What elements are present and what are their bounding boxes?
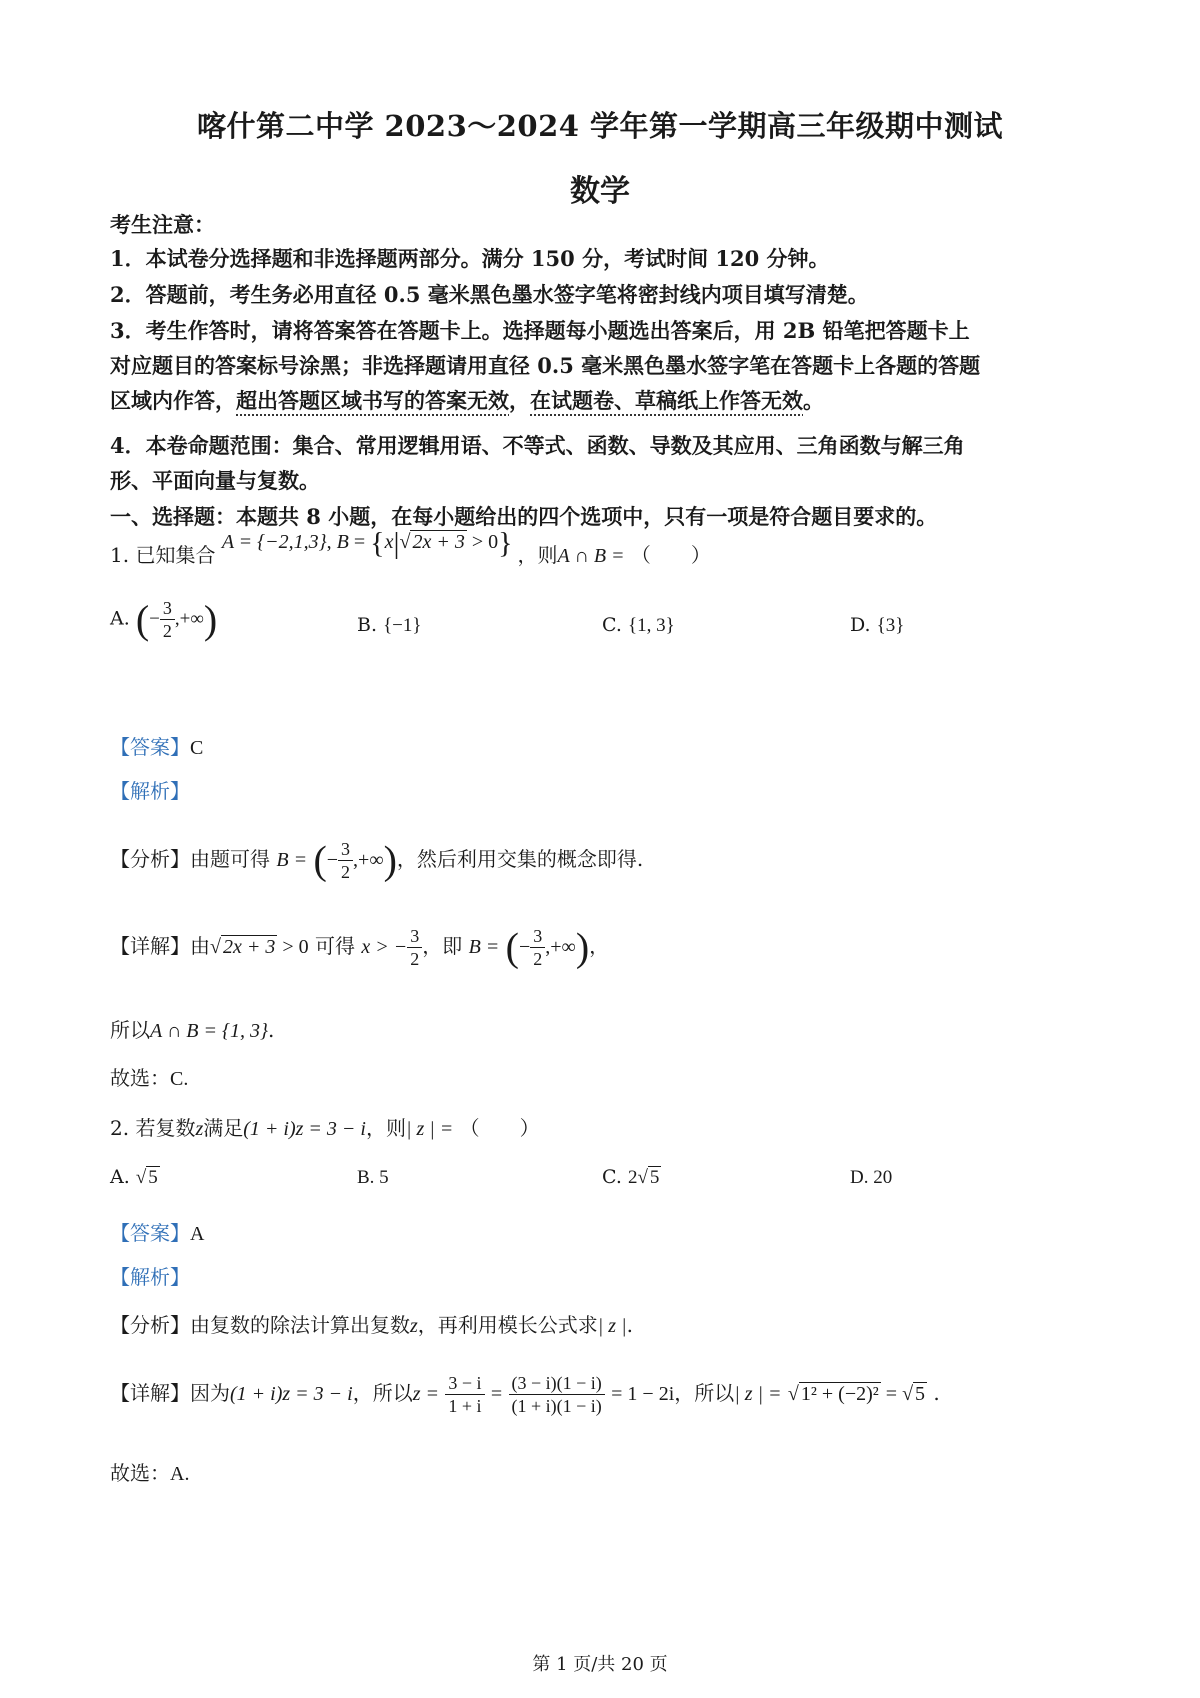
q1-analysis-heading xyxy=(110,776,190,806)
q1-xj-text-3: ，即 xyxy=(422,934,463,958)
q2-analysis-heading xyxy=(110,1262,190,1292)
q2-option-b-label: B. 5 xyxy=(357,1167,389,1188)
q2-xj-result: = 1 − 2i xyxy=(611,1383,675,1405)
q2-paren: （ ） xyxy=(459,1116,540,1140)
q2-fenxi-z: z xyxy=(410,1315,418,1337)
q2-xj-eq: = xyxy=(490,1383,503,1405)
note-4-line-2: 形、平面向量与复数。 xyxy=(110,468,320,493)
q1-option-d-label: D. xyxy=(850,614,871,636)
q1-so-dot: . xyxy=(268,1018,275,1042)
fenxi-label: 【分析】 xyxy=(110,1313,190,1337)
q1-xj-b: B = xyxy=(468,936,500,958)
q1-xj-comma: ， xyxy=(589,934,610,958)
q1-option-b xyxy=(357,614,422,637)
choose-label: 故选： xyxy=(110,1066,170,1090)
q1-option-a-fraction: $\frac{3}{2}$ xyxy=(160,597,175,642)
choose-label: 故选： xyxy=(110,1461,170,1485)
q1-set-b-radicand: 2x + 3 xyxy=(412,531,465,553)
q1-option-c xyxy=(602,614,675,637)
q2-xj-dot: . xyxy=(927,1381,940,1405)
q1-set-a: A = {−2,1,3} xyxy=(221,531,327,553)
q2-answer xyxy=(110,1218,204,1249)
q1-xj-fraction-2: $\frac{3}{2}$ xyxy=(530,925,545,970)
note-3-text-e: 。 xyxy=(803,388,824,413)
q1-xj-x: x > − xyxy=(361,936,408,958)
analysis-label: 【解析】 xyxy=(110,779,190,803)
q1-ask: A ∩ B = xyxy=(557,545,625,567)
note-3-emphasis-1: 超出答题区域书写的答案无效 xyxy=(236,388,509,413)
q2-cond: (1 + i)z = 3 − i xyxy=(243,1118,366,1140)
q2-xj-radicand-5: 5 xyxy=(915,1383,926,1405)
q1-xj-gt0: > 0 xyxy=(277,936,309,958)
q2-xj-abs: | z | = xyxy=(734,1383,782,1405)
q2-fenxi-text-1: 由复数的除法计算出复数 xyxy=(190,1313,410,1337)
q1-so-math: A ∩ B = {1, 3} xyxy=(150,1020,269,1042)
q2-fenxi-abs: | z | xyxy=(597,1315,627,1337)
notes-heading: 考生注意： xyxy=(110,212,215,237)
q2-option-c-coef: 2 xyxy=(627,1167,638,1188)
q1-option-c-label: C. xyxy=(602,614,622,636)
q1-sets: A = {−2,1,3}, B = {x|√ 2x + 3 > 0} xyxy=(221,526,513,560)
q2-option-c-radicand: 5 xyxy=(649,1167,660,1188)
q2-fenxi xyxy=(110,1310,633,1341)
q2-cond-text: 满足 xyxy=(203,1116,244,1140)
answer-label: 【答案】 xyxy=(110,1221,190,1245)
q1-xj-fraction-1: $\frac{3}{2}$ xyxy=(407,925,422,970)
q1-set-b-tail: > 0 xyxy=(466,531,499,553)
note-4-line-1: 4．本卷命题范围：集合、常用逻辑用语、不等式、函数、导数及其应用、三角函数与解三角 xyxy=(110,433,965,458)
note-3-line-1: 3．考生作答时，请将答案答在答题卡上。选择题每小题选出答案后，用 2B 铅笔把答题卡上 xyxy=(110,318,970,343)
q2-xj-zeq: z = xyxy=(412,1383,439,1405)
q1-option-d-value: {3} xyxy=(876,615,905,636)
q2-then: ，则 xyxy=(365,1116,406,1140)
answer-label: 【答案】 xyxy=(110,735,190,759)
q2-xj-eq2: = xyxy=(880,1383,903,1405)
q1-fenxi-b: B = xyxy=(276,849,308,871)
note-3-emphasis-2: 在试题卷、草稿纸上作答无效 xyxy=(530,388,803,413)
note-1: 1．本试卷分选择题和非选择题两部分。满分 150 分，考试时间 120 分钟。 xyxy=(110,246,830,271)
q2-option-a: A. √ 5 xyxy=(110,1166,158,1188)
q2-ask: | z | = xyxy=(405,1118,454,1140)
q1-option-c-value: {1, 3} xyxy=(627,615,675,636)
q1-xiangjie: 【详解】由√ 2x + 3 > 0 可得 x > − $\frac{3}{2}$ ，即 B = (− $\frac{3}{2}$ ,+∞)， xyxy=(110,924,610,970)
q1-choose xyxy=(110,1063,188,1094)
q1-paren: （ ） xyxy=(630,543,711,567)
section-heading: 一、选择题：本题共 8 小题，在每小题给出的四个选项中，只有一项是符合题目要求的。 xyxy=(110,504,938,529)
q2-option-d xyxy=(850,1166,892,1189)
q2-choose-value: A. xyxy=(170,1463,190,1485)
q1-answer xyxy=(110,732,203,763)
q2-xj-cond: (1 + i)z = 3 − i xyxy=(230,1383,353,1405)
q2-option-d-label: D. 20 xyxy=(850,1167,893,1188)
question-1 xyxy=(110,526,711,572)
q1-fenxi-text-1: 由题可得 xyxy=(190,847,270,871)
q1-xj-text-1: 由 xyxy=(190,934,210,958)
note-3-line-2: 对应题目的答案标号涂黑；非选择题请用直径 0.5 毫米黑色墨水签字笔在答题卡上各题的答题 xyxy=(110,353,981,378)
q2-xj-radicand: 1² + (−2)² xyxy=(800,1383,879,1405)
q2-prefix: 2. 若复数 xyxy=(110,1116,196,1140)
q1-prefix: 1. 已知集合 xyxy=(110,543,216,567)
q2-xj-fraction-2: $\frac{(3 - i)(1 - i)}{(1 + i)(1 - i)}$ xyxy=(509,1372,605,1417)
exam-subject: 数学 xyxy=(570,174,630,209)
q1-fenxi: 【分析】由题可得 B = (− $\frac{3}{2}$ ,+∞)，然后利用交集的概念即得. xyxy=(110,837,644,883)
q2-xj-text-2: ，所以 xyxy=(352,1381,413,1405)
q1-conclusion xyxy=(110,1015,274,1046)
note-3-text-c: ， xyxy=(509,388,530,413)
q2-xj-text-1: 因为 xyxy=(190,1381,230,1405)
q1-set-b-var: x xyxy=(384,531,394,553)
q1-option-a: A. (− $\frac{3}{2}$ ,+∞) xyxy=(110,597,218,642)
q1-so-text: 所以 xyxy=(110,1018,150,1042)
q1-then: ，则 xyxy=(517,543,558,567)
q1-option-b-value: {−1} xyxy=(383,615,422,636)
q2-xj-text-3: ，所以 xyxy=(674,1381,735,1405)
q2-z: z xyxy=(195,1118,204,1140)
q1-option-a-label: A. xyxy=(110,607,130,630)
q2-option-a-radicand: 5 xyxy=(148,1167,158,1188)
q2-fenxi-dot: . xyxy=(626,1313,633,1337)
q2-option-c: C. 2√ 5 xyxy=(602,1166,660,1188)
q2-option-c-label: C. xyxy=(602,1166,622,1188)
page-footer: 第 1 页/共 20 页 xyxy=(532,1654,668,1675)
q1-option-d xyxy=(850,614,904,637)
q1-xj-radicand: 2x + 3 xyxy=(222,936,276,958)
xiangjie-label: 【详解】 xyxy=(110,1381,190,1405)
q1-option-b-label: B. xyxy=(357,614,378,636)
q1-fenxi-fraction: $\frac{3}{2}$ xyxy=(338,838,353,883)
q1-choose-value: C. xyxy=(170,1068,189,1090)
analysis-label: 【解析】 xyxy=(110,1265,190,1289)
q1-answer-value: C xyxy=(190,737,204,759)
note-3-text-a: 区域内作答， xyxy=(110,388,236,413)
q2-xj-fraction-1: $\frac{3 - i}{1 + i}$ xyxy=(445,1372,484,1417)
q2-option-a-label: A. xyxy=(110,1166,130,1188)
note-3-line-3 xyxy=(110,386,1100,416)
note-2: 2．答题前，考生务必用直径 0.5 毫米黑色墨水签字笔将密封线内项目填写清楚。 xyxy=(110,282,869,307)
q1-xj-text-2: 可得 xyxy=(315,934,355,958)
q2-choose xyxy=(110,1458,189,1489)
q1-fenxi-text-2: ，然后利用交集的概念即得. xyxy=(396,847,644,871)
q2-option-b xyxy=(357,1166,389,1189)
xiangjie-label: 【详解】 xyxy=(110,934,190,958)
question-2 xyxy=(110,1113,540,1144)
exam-title: 喀什第二中学 2023～2024 学年第一学期高三年级期中测试 xyxy=(196,109,1004,143)
fenxi-label: 【分析】 xyxy=(110,847,190,871)
q2-fenxi-text-2: ，再利用模长公式求 xyxy=(417,1313,598,1337)
q2-answer-value: A xyxy=(190,1223,205,1245)
q2-xiangjie: 【详解】因为(1 + i)z = 3 − i，所以z = $\frac{3 - i}{1 + i}$ = $\frac{(3 - i)(1 - i)}{(1 + i)(1 - i)}$ = 1 − 2i，所以| z | = √ 1² + (−2)² = √ 5 . xyxy=(110,1373,940,1416)
